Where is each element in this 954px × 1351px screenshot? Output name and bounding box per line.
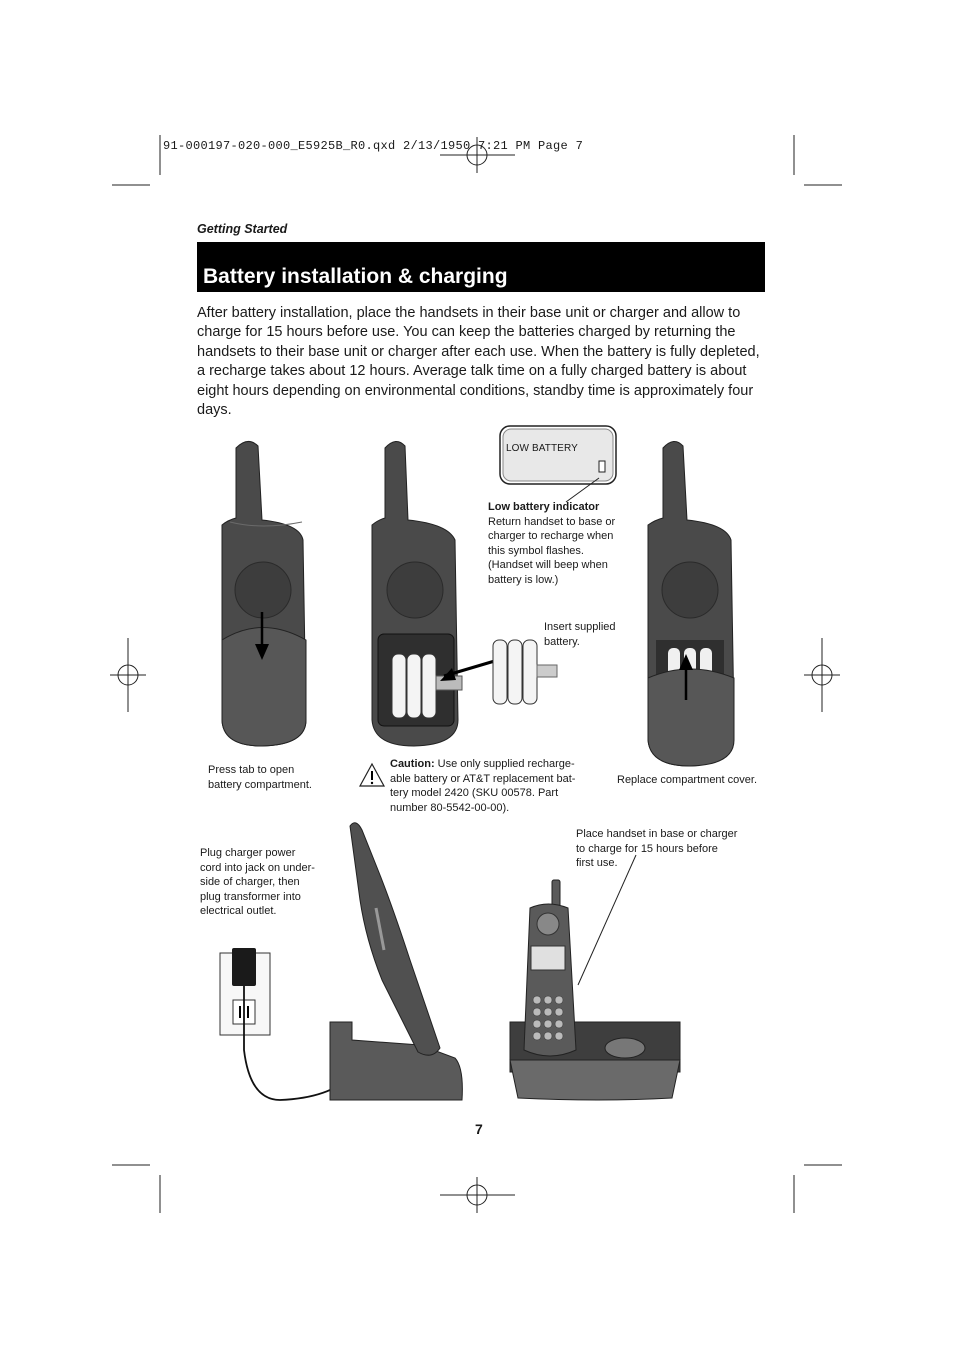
handset-close-illustration (648, 441, 734, 766)
intro-paragraph: After battery installation, place the handsets in their base unit or charger and allow to charge for 15 hours before use. You can keep the batteries charged by returning the handsets to their base unit or charger after each use. When the battery is fully depleted, a recharge takes about 12 hours. Average talk time on a fully charged battery is about eight hours depending on environmental conditions, standby time is approximately four days. (197, 305, 760, 419)
caption-line: first use. (576, 857, 618, 870)
caption-line: side of charger, then (200, 876, 300, 889)
caption-line: Plug charger power (200, 847, 296, 859)
caution-icon (360, 764, 384, 786)
caption-line: electrical outlet. (200, 905, 277, 918)
caption-line: number 80-5542-00-00). (390, 801, 510, 814)
plug-charger-caption (200, 846, 330, 919)
caption-line: battery. (544, 635, 580, 648)
section-label: Getting Started (197, 222, 288, 236)
lcd-text: LOW BATTERY (506, 443, 578, 454)
caption-line: Place handset in base or charger (576, 828, 738, 840)
caption-line: Use only supplied recharge- (434, 758, 575, 770)
caution-caption (390, 757, 580, 815)
handset-battery-illustration (372, 441, 557, 746)
page-number: 7 (475, 1121, 483, 1137)
place-handset-caption (576, 827, 756, 871)
base-unit-illustration (510, 855, 680, 1100)
page-title: Battery installation & charging (203, 265, 508, 288)
lcd-display-illustration (500, 426, 616, 502)
caption-line: able battery or AT&T replacement bat- (390, 772, 576, 785)
insert-battery-caption (544, 620, 634, 649)
caption-line: battery is low.) (488, 573, 559, 586)
caption-line: to charge for 15 hours before (576, 842, 718, 855)
caption-line: tery model 2420 (SKU 00578. Part (390, 787, 559, 800)
caption-line: Insert supplied (544, 621, 616, 633)
caption-line: plug transformer into (200, 890, 301, 903)
caution-label: Caution: (390, 758, 435, 770)
caption-line: (Handset will beep when (488, 559, 608, 572)
caption-line: battery compartment. (208, 778, 312, 791)
caption-line: Return handset to base or (488, 515, 616, 528)
charger-side-illustration (330, 823, 462, 1100)
caption-line: Press tab to open (208, 764, 295, 776)
replace-cover-caption: Replace compartment cover. (617, 774, 758, 786)
handset-open-illustration (222, 441, 306, 746)
low-battery-caption (488, 500, 628, 588)
low-battery-heading: Low battery indicator (488, 501, 600, 513)
press-tab-caption (208, 763, 338, 792)
caption-line: cord into jack on under- (200, 861, 315, 874)
caption-line: this symbol flashes. (488, 544, 584, 557)
file-slug: 91-000197-020-000_E5925B_R0.qxd 2/13/1950 7:21 PM Page 7 (163, 139, 584, 153)
title-bar (197, 242, 765, 292)
caption-line: charger to recharge when (488, 530, 614, 543)
